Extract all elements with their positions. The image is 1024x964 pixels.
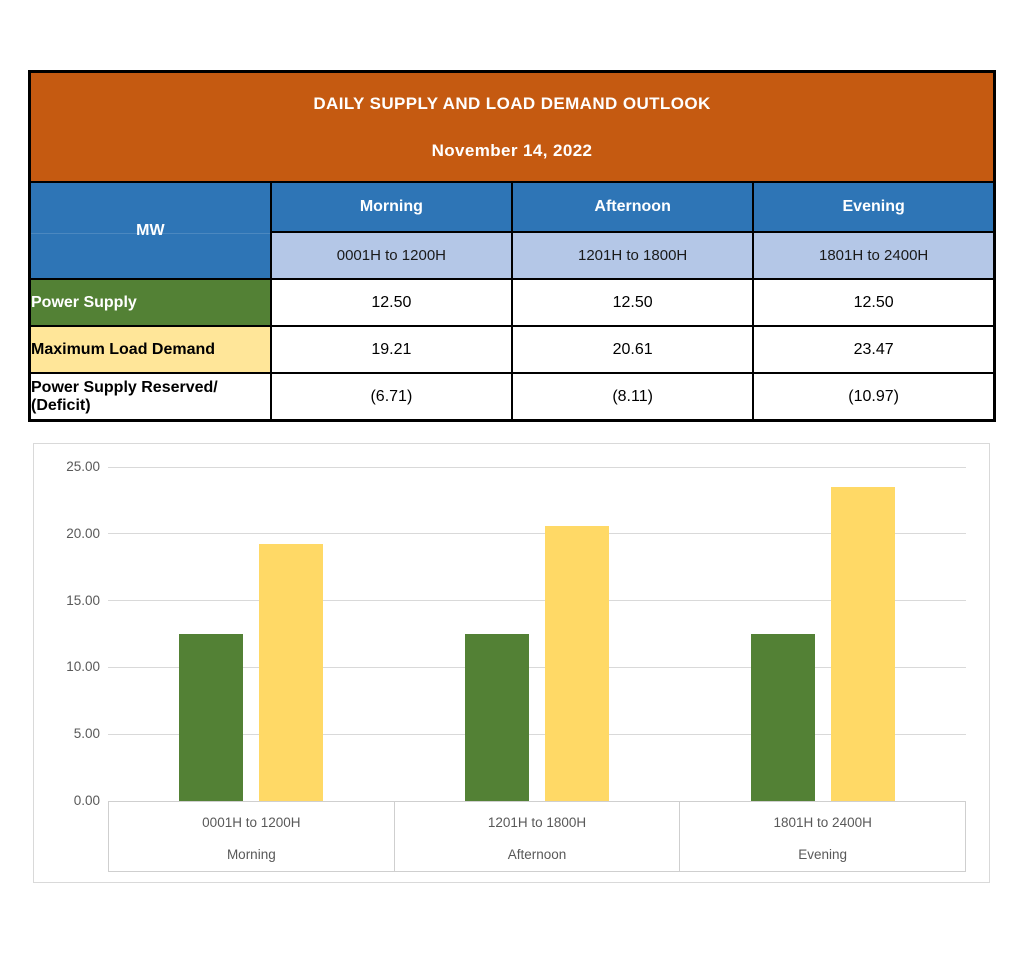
y-tick-label: 0.00: [73, 793, 100, 808]
supply-demand-table: [28, 70, 996, 422]
x-label-period: Evening: [798, 847, 848, 862]
x-group-morning: [109, 802, 394, 871]
hours-header-evening: 1801H to 2400H: [753, 232, 994, 279]
reserve-morning: (6.71): [271, 373, 512, 421]
hours-header-afternoon: 1201H to 1800H: [512, 232, 753, 279]
period-header-evening: Evening: [753, 182, 994, 232]
max-load-morning: 19.21: [271, 326, 512, 373]
reserve-evening: (10.97): [753, 373, 994, 421]
x-group-afternoon: [394, 802, 680, 871]
table-row: [30, 279, 995, 326]
x-label-hours: 1201H to 1800H: [487, 815, 587, 830]
power-supply-morning: 12.50: [271, 279, 512, 326]
y-tick-label: 20.00: [66, 525, 100, 541]
table-row: [30, 326, 995, 373]
power-supply-afternoon: 12.50: [512, 279, 753, 326]
reserve-afternoon: (8.11): [512, 373, 753, 421]
max-load-afternoon: 20.61: [512, 326, 753, 373]
hours-header-morning: 0001H to 1200H: [271, 232, 512, 279]
unit-header-cell: MW: [30, 182, 271, 279]
table-title: DAILY SUPPLY AND LOAD DEMAND OUTLOOK: [313, 93, 711, 113]
x-axis-label-box: [108, 801, 966, 872]
x-label-hours: 0001H to 1200H: [202, 815, 301, 830]
table-row: [30, 373, 995, 421]
bar-power-supply: [465, 634, 529, 801]
table-title-cell: [30, 72, 995, 183]
y-tick-label: 25.00: [66, 459, 100, 474]
x-group-evening: [679, 802, 965, 871]
x-label-period: Morning: [226, 847, 276, 862]
bar-power-supply: [751, 634, 815, 801]
x-label-hours: 1801H to 2400H: [773, 815, 872, 830]
y-tick-label: 10.00: [66, 659, 100, 675]
bar-power-supply: [179, 634, 243, 801]
period-header-afternoon: Afternoon: [512, 182, 753, 232]
row-label-reserve-deficit: Power Supply Reserved/ (Deficit): [30, 373, 271, 421]
bar-maximum-load-demand: [831, 487, 895, 801]
bar-maximum-load-demand: [545, 526, 609, 801]
x-label-period: Afternoon: [507, 847, 567, 862]
period-header-morning: Morning: [271, 182, 512, 232]
y-tick-label: 15.00: [66, 592, 100, 608]
bar-chart: [33, 443, 990, 883]
table-date: November 14, 2022: [431, 140, 593, 160]
y-tick-label: 5.00: [73, 726, 100, 742]
power-supply-evening: 12.50: [753, 279, 994, 326]
bar-maximum-load-demand: [259, 544, 323, 801]
max-load-evening: 23.47: [753, 326, 994, 373]
row-label-max-load-demand: Maximum Load Demand: [30, 326, 271, 373]
row-label-power-supply: Power Supply: [30, 279, 271, 326]
grid-line: [108, 467, 966, 468]
